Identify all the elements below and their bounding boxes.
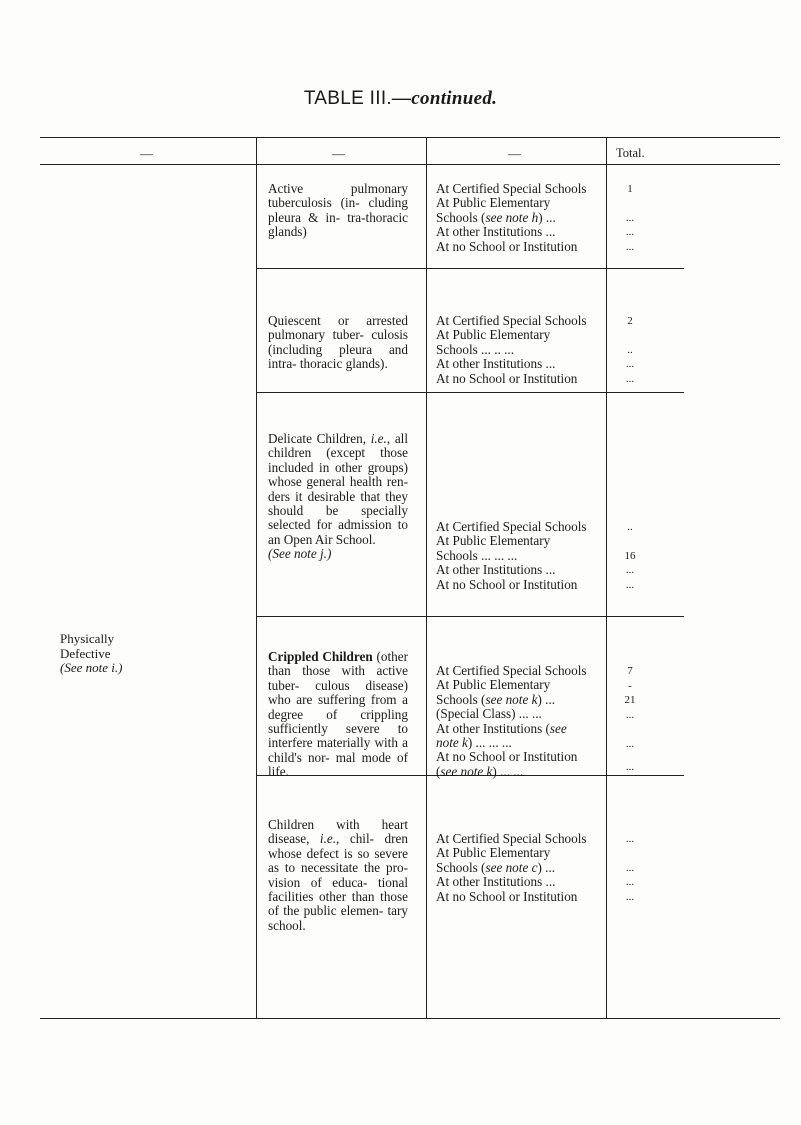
total-cell: 2: [627, 315, 633, 327]
header-col1: —: [140, 146, 153, 161]
total-cell: ...: [625, 241, 635, 253]
header-rule: [40, 164, 780, 165]
table-title: [0, 88, 801, 110]
header-total: Total.: [616, 146, 645, 160]
row-rule-1: [256, 268, 684, 269]
row-3-condition: Delicate Children, i.e., all children (except those included in other groups) whose general health ren- ders it desirable that they should be specially selected for admission to an Open Air School. (See note j.): [268, 431, 408, 562]
total-cell: ...: [625, 358, 635, 370]
header-col3: —: [508, 146, 521, 161]
row-5-condition: Children with heart disease, i.e., chil- dren whose defect is so severe as to necessitate the pro- vision of educa- tional facilities other than those of the public elemen- tary school.: [268, 817, 408, 933]
place-item: At Public Elementary Schools ... .. ...: [436, 327, 551, 357]
title-main: TABLE III.: [303, 88, 392, 109]
total-cell: 16: [624, 550, 636, 562]
total-cell: 21: [624, 694, 636, 706]
total-cell: 1: [627, 183, 633, 195]
place-item: At Public Elementary Schools (see note c) ...: [436, 845, 556, 875]
place-item: (Special Class) ... ...: [436, 706, 542, 722]
total-cell: ..: [627, 521, 633, 533]
total-cell: ...: [625, 833, 635, 845]
row-4-condition: Crippled Children (other than those with active tuber- culous disease) who are suffering from a degree of crippling sufficiently severe to interfere materially with a child's nor- mal mode of life.: [268, 649, 408, 780]
row-rule-2: [256, 392, 684, 393]
row-5-places: [436, 832, 606, 904]
header-col2: —: [332, 146, 345, 161]
row-3-places: [436, 520, 606, 592]
place-item: At Certified Special Schools: [436, 181, 587, 196]
category-label: [60, 632, 220, 676]
total-cell: ...: [625, 709, 635, 721]
total-cell: 7: [627, 665, 633, 677]
total-cell: ...: [625, 226, 635, 238]
place-item: At no School or Institution: [436, 576, 578, 592]
total-cell: ...: [625, 862, 635, 874]
category-note: (See note i.): [60, 660, 123, 676]
total-cell: -: [628, 680, 632, 692]
total-cell: ..: [627, 344, 633, 356]
row-rule-3: [256, 616, 684, 617]
place-item: At no School or Institution: [436, 370, 578, 386]
place-item: At no School or Institution (see note k) ... ...: [436, 749, 578, 779]
category-name: Physically Defective: [60, 631, 115, 661]
total-cell: ...: [625, 579, 635, 591]
place-item: At other Institutions ...: [436, 562, 556, 578]
total-cell: ...: [625, 761, 635, 773]
row-2-condition: Quiescent or arrested pulmonary tuber- culosis (including pleura and intra- thoracic glands).: [268, 313, 408, 372]
row-1-places: [436, 182, 606, 254]
place-item: At Certified Special Schools: [436, 831, 587, 846]
place-item: At other Institutions ...: [436, 224, 556, 240]
place-item: At no School or Institution: [436, 888, 578, 904]
place-item: At other Institutions ...: [436, 874, 556, 890]
place-item: At Public Elementary Schools (see note h) ...: [436, 195, 556, 225]
place-item: At Public Elementary Schools (see note k) ...: [436, 677, 556, 707]
place-item: At other Institutions (see note k) ... ... ...: [436, 720, 567, 751]
col-divider-2: [426, 138, 427, 1018]
total-cell: ...: [625, 373, 635, 385]
total-cell: ...: [625, 876, 635, 888]
place-item: At Certified Special Schools: [436, 519, 587, 534]
place-item: At Public Elementary Schools ... ... ...: [436, 533, 551, 563]
place-item: At Certified Special Schools: [436, 313, 587, 328]
title-continued: —continued.: [392, 88, 498, 109]
total-cell: ...: [625, 738, 635, 750]
row-2-places: [436, 314, 606, 386]
col-divider-3: [606, 138, 607, 1018]
top-rule: [40, 137, 780, 138]
place-item: At no School or Institution: [436, 238, 578, 254]
total-cell: ...: [625, 564, 635, 576]
row-1-condition: Active pulmonary tuberculosis (in- cluding pleura & in- tra-thoracic glands): [268, 181, 408, 240]
bottom-rule: [40, 1018, 780, 1019]
col-divider-1: [256, 138, 257, 1018]
total-cell: ...: [625, 212, 635, 224]
place-item: At other Institutions ...: [436, 356, 556, 372]
row-4-places: [436, 664, 606, 779]
total-cell: ...: [625, 891, 635, 903]
place-item: At Certified Special Schools: [436, 663, 587, 678]
